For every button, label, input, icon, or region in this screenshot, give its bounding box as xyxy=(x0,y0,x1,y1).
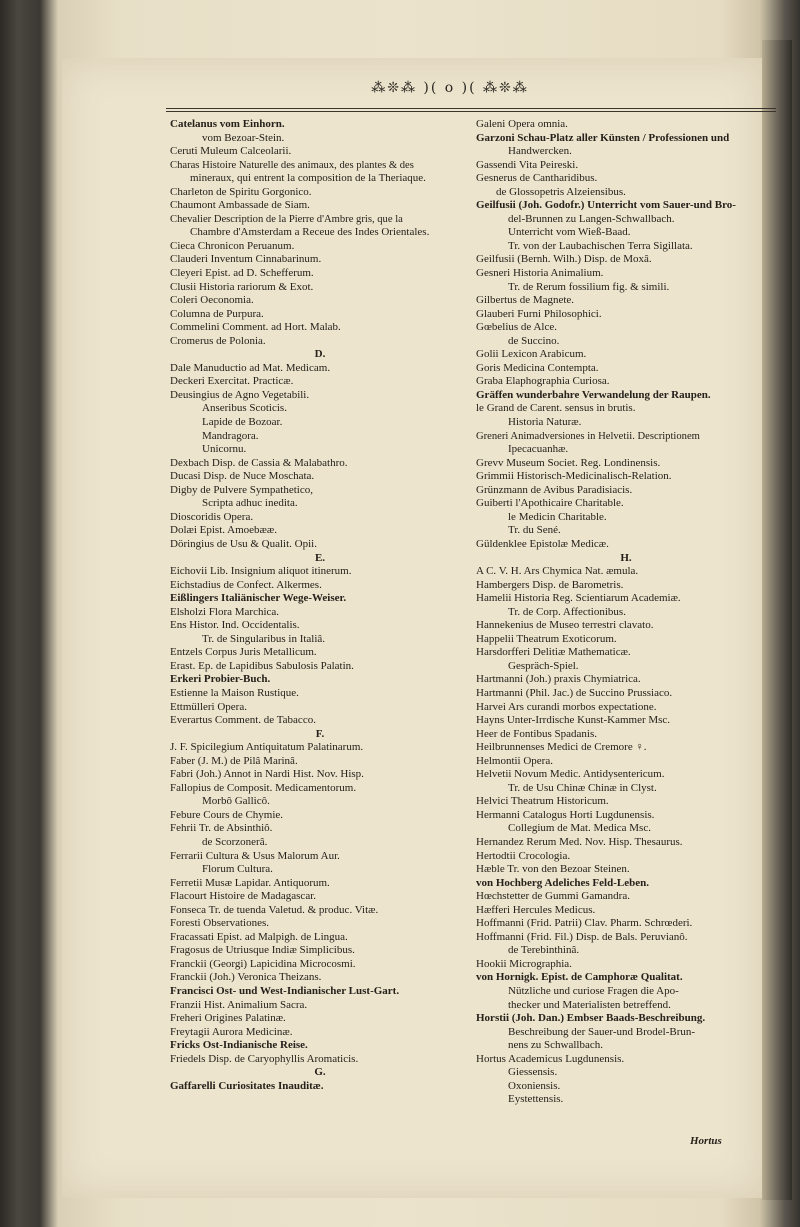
catalog-entry: Friedels Disp. de Caryophyllis Aromaticis. xyxy=(170,1052,359,1065)
catalog-entry: Dioscoridis Opera. xyxy=(170,510,254,523)
catalog-entry: Handwercken. xyxy=(508,145,572,158)
catalog-entry: Ettmülleri Opera. xyxy=(170,700,247,713)
catalog-entry: le Medicin Charitable. xyxy=(508,510,607,523)
header-rule-bottom xyxy=(166,111,776,112)
catalog-entry: Faber (J. M.) de Pilâ Marinâ. xyxy=(170,754,298,767)
catalog-entry: Deckeri Exercitat. Practicæ. xyxy=(170,375,294,388)
catalog-entry: Happelii Theatrum Exoticorum. xyxy=(476,632,617,645)
catalog-entry: Fonseca Tr. de tuenda Valetud. & produc. Vitæ. xyxy=(170,903,379,916)
catalog-entry: Dexbach Disp. de Cassia & Malabathro. xyxy=(170,456,348,469)
catalog-entry: Febure Cours de Chymie. xyxy=(170,808,284,821)
catalog-entry: Fabri (Joh.) Annot in Nardi Hist. Nov. Hisp. xyxy=(170,768,364,781)
catalog-entry: de Scorzonerâ. xyxy=(202,835,268,848)
catalog-entry: Gœbelius de Alce. xyxy=(476,321,557,334)
catalog-entry: Flacourt Histoire de Madagascar. xyxy=(170,890,317,903)
catalog-entry: Collegium de Mat. Medica Msc. xyxy=(508,822,651,835)
catalog-entry: Unterricht vom Wieß-Baad. xyxy=(508,226,631,239)
section-letter: G. xyxy=(314,1066,326,1079)
catalog-entry: Tr. de Corp. Affectionibus. xyxy=(508,605,626,618)
catalog-entry: Deusingius de Agno Vegetabili. xyxy=(170,388,310,401)
catalog-entry: Ferretii Musæ Lapidar. Antiquorum. xyxy=(170,876,330,889)
catalog-entry: Garzoni Schau-Platz aller Künsten / Professionen und xyxy=(476,131,730,144)
catalog-entry: Tr. de Singularibus in Italiâ. xyxy=(202,632,326,645)
catalog-entry: Hannekenius de Museo terrestri clavato. xyxy=(476,619,654,632)
catalog-entry: Hamelii Historia Reg. Scientiarum Academiæ. xyxy=(476,592,681,605)
catalog-entry: Hayns Unter-Irrdische Kunst-Kammer Msc. xyxy=(476,714,671,727)
catalog-entry: Grevv Museum Societ. Reg. Londinensis. xyxy=(476,456,661,469)
catalog-entry: Glauberi Furni Philosophici. xyxy=(476,307,602,320)
catalog-entry: Hœchstetter de Gummi Gamandra. xyxy=(476,890,630,903)
catalog-entry: Hartmanni (Phil. Jac.) de Succino Prussiaco. xyxy=(476,686,673,699)
catalog-entry: Florum Cultura. xyxy=(202,863,273,876)
catalog-entry: Hartmanni (Joh.) praxis Chymiatrica. xyxy=(476,673,641,686)
left-column xyxy=(170,118,470,1093)
catalog-entry: Clusii Historia rariorum & Exot. xyxy=(170,280,314,293)
catalog-entry: le Grand de Carent. sensus in brutis. xyxy=(476,402,636,415)
catalog-entry: nens zu Schwallbach. xyxy=(508,1039,603,1052)
catalog-entry: vom Bezoar-Stein. xyxy=(202,131,285,144)
catalog-entry: Hookii Micrographia. xyxy=(476,957,572,970)
catalog-entry: Greneri Animadversiones in Helvetii. Descriptionem xyxy=(476,430,700,442)
catalog-entry: Unicornu. xyxy=(202,443,247,456)
catalog-entry: Fehrii Tr. de Absinthiô. xyxy=(170,822,273,835)
header-rule-top xyxy=(166,108,776,109)
section-letter: D. xyxy=(314,348,326,361)
catalog-entry: Everartus Comment. de Tabacco. xyxy=(170,714,316,727)
catalog-entry: Gräffen wunderbahre Verwandelung der Raupen. xyxy=(476,388,711,401)
catalog-entry: de Glossopetris Alzeiensibus. xyxy=(496,185,626,198)
catalog-entry: Franzii Hist. Animalium Sacra. xyxy=(170,998,308,1011)
catalog-entry: Goris Medicina Contempta. xyxy=(476,361,599,374)
catalog-entry: Digby de Pulvere Sympathetico, xyxy=(170,483,313,496)
catalog-entry: Graba Elaphographia Curiosa. xyxy=(476,375,610,388)
catalog-entry: Gassendi Vita Peireski. xyxy=(476,158,579,171)
catalog-entry: Helvetii Novum Medic. Antidysentericum. xyxy=(476,768,665,781)
catalog-entry: Freheri Origines Palatinæ. xyxy=(170,1012,286,1025)
catalog-entry: Giessensis. xyxy=(508,1066,558,1079)
catalog-entry: Horstii (Joh. Dan.) Embser Baads-Beschreibung. xyxy=(476,1012,706,1025)
catalog-entry: Harvei Ars curandi morbos expectatione. xyxy=(476,700,657,713)
catalog-entry: Ducasi Disp. de Nuce Moschata. xyxy=(170,470,315,483)
catalog-entry: Eichstadius de Confect. Alkermes. xyxy=(170,578,322,591)
catalog-entry: Eißlingers Italiänischer Wege-Weiser. xyxy=(170,592,347,605)
catalog-entry: Galeni Opera omnia. xyxy=(476,118,568,130)
catalog-entry: Cieca Chronicon Peruanum. xyxy=(170,239,295,252)
catalog-entry: Gespräch-Spiel. xyxy=(508,659,579,672)
catalog-entry: Heer de Fontibus Spadanis. xyxy=(476,727,597,740)
catalog-entry: Franckii (Georgi) Lapicidina Microcosmi. xyxy=(170,957,356,970)
catalog-entry: Ipecacuanhæ. xyxy=(508,443,569,456)
catalog-entry: Tr. de Rerum fossilium fig. & simili. xyxy=(508,280,670,293)
catalog-entry: Lapide de Bozoar. xyxy=(202,416,283,429)
catalog-entry: Freytagii Aurora Medicinæ. xyxy=(170,1025,293,1038)
catalog-entry: Güldenklee Epistolæ Medicæ. xyxy=(476,537,609,550)
catalog-entry: Catelanus vom Einhorn. xyxy=(170,118,285,130)
catalog-entry: Heilbrunnenses Medici de Cremore ♀. xyxy=(476,741,647,754)
catalog-entry: Fallopius de Composit. Medicamentorum. xyxy=(170,781,357,794)
catalog-entry: Fricks Ost-Indianische Reise. xyxy=(170,1039,308,1052)
catalog-entry: Chaumont Ambassade de Siam. xyxy=(170,199,310,212)
catalog-entry: Ferrarii Cultura & Usus Malorum Aur. xyxy=(170,849,340,862)
catalog-entry: Charleton de Spiritu Gorgonico. xyxy=(170,185,312,198)
catalog-entry: Beschreibung der Sauer-und Brodel-Brun- xyxy=(508,1025,696,1038)
catalog-entry: Charas Histoire Naturelle des animaux, des plantes & des xyxy=(170,159,414,171)
catalog-entry: Gesneri Historia Animalium. xyxy=(476,267,604,280)
catalog-entry: J. F. Spicilegium Antiquitatum Palatinarum. xyxy=(170,741,364,754)
catalog-entry: Hortus Academicus Lugdunensis. xyxy=(476,1052,625,1065)
catalog-entry: Elsholzi Flora Marchica. xyxy=(170,605,280,618)
catalog-entry: Clauderi Inventum Cinnabarinum. xyxy=(170,253,322,266)
catalog-entry: Estienne la Maison Rustique. xyxy=(170,686,299,699)
catalog-entry: Gaffarelli Curiositates Inauditæ. xyxy=(170,1079,324,1092)
section-letter: F. xyxy=(315,727,325,740)
catalog-entry: Geilfusii (Bernh. Wilh.) Disp. de Moxâ. xyxy=(476,253,652,266)
catalog-entry: Scripta adhuc inedita. xyxy=(202,497,298,510)
catalog-entry: thecker und Materialisten betreffend. xyxy=(508,998,671,1011)
catalog-entry: Franckii (Joh.) Veronica Theizans. xyxy=(170,971,322,984)
catalog-entry: Dale Manuductio ad Mat. Medicam. xyxy=(170,361,331,374)
catalog-entry: Hertodtii Crocologia. xyxy=(476,849,571,862)
catalog-entry: Erkeri Probier-Buch. xyxy=(170,673,271,686)
catalog-entry: Eystettensis. xyxy=(508,1093,564,1106)
catalog-entry: Morbô Gallicô. xyxy=(202,795,270,808)
catalog-entry: Döringius de Usu & Qualit. Opii. xyxy=(170,537,317,550)
catalog-entry: Mandragora. xyxy=(202,429,259,442)
catalog-entry: Helvici Theatrum Historicum. xyxy=(476,795,609,808)
catalog-entry: de Terebinthinâ. xyxy=(508,944,580,957)
catalog-entry: A C. V. H. Ars Chymica Nat. æmula. xyxy=(476,565,639,578)
catalog-entry: Guiberti l'Apothicaire Charitable. xyxy=(476,497,624,510)
catalog-entry: Anseribus Scoticis. xyxy=(202,402,287,415)
catalog-entry: Chevalier Description de la Pierre d'Ambre gris, que la xyxy=(170,213,403,225)
catalog-entry: Grimmii Historisch-Medicinalisch-Relation. xyxy=(476,470,672,483)
catalog-entry: Tr. de Usu Chinæ Chinæ in Clyst. xyxy=(508,781,657,794)
catalog-entry: Oxoniensis. xyxy=(508,1079,561,1092)
catalog-entry: von Hochberg Adeliches Feld-Leben. xyxy=(476,876,649,889)
catalog-entry: del-Brunnen zu Langen-Schwallbach. xyxy=(508,212,675,225)
catalog-entry: Golii Lexicon Arabicum. xyxy=(476,348,587,361)
catalog-entry: Harsdorfferi Delitiæ Mathematicæ. xyxy=(476,646,631,659)
catalog-entry: de Succino. xyxy=(508,334,560,347)
catalog-entry: Gilbertus de Magnete. xyxy=(476,294,575,307)
catalog-entry: Columna de Purpura. xyxy=(170,307,264,320)
catalog-entry: Cromerus de Polonia. xyxy=(170,334,266,347)
catalog-entry: Tr. du Sené. xyxy=(508,524,561,537)
header-ornament: ⁂❊⁂ )( o )( ⁂❊⁂ xyxy=(371,80,529,96)
catalog-entry: Cleyeri Epist. ad D. Schefferum. xyxy=(170,267,314,280)
catalog-entry: Coleri Oeconomia. xyxy=(170,294,254,307)
catalog-entry: Hoffmanni (Frid. Patrii) Clav. Pharm. Schrœderi. xyxy=(476,917,693,930)
catalog-entry: Eichovii Lib. Insignium aliquot itinerum. xyxy=(170,565,352,578)
catalog-entry: Nützliche und curiose Fragen die Apo- xyxy=(508,985,679,997)
catalog-entry: Hernandez Rerum Med. Nov. Hisp. Thesaurus. xyxy=(476,835,683,848)
catalog-entry: Hoffmanni (Frid. Fil.) Disp. de Bals. Peruvianô. xyxy=(476,930,688,943)
catalog-entry: Geilfusii (Joh. Godofr.) Unterricht vom Sauer-und Bro- xyxy=(476,199,736,212)
catalog-entry: Entzels Corpus Juris Metallicum. xyxy=(170,646,317,659)
catalog-entry: Helmontii Opera. xyxy=(476,754,553,767)
catalog-entry: mineraux, qui entrent la composition de la Theriaque. xyxy=(190,172,426,185)
catalog-entry: Dolæi Epist. Amoebææ. xyxy=(170,524,277,537)
catalog-entry: Chambre d'Amsterdam a Receue des Indes Orientales. xyxy=(190,226,430,239)
catalog-entry: Gesnerus de Cantharidibus. xyxy=(476,172,598,185)
section-letter: E. xyxy=(314,551,326,564)
catalog-entry: Erast. Ep. de Lapidibus Sabulosis Palatin. xyxy=(170,659,354,672)
catalog-entry: Ens Histor. Ind. Occidentalis. xyxy=(170,619,300,632)
catalog-entry: Hambergers Disp. de Barometris. xyxy=(476,578,624,591)
catalog-entry: Fracassati Epist. ad Malpigh. de Lingua. xyxy=(170,930,348,943)
catchword: Hortus xyxy=(690,1135,722,1147)
catalog-entry: Tr. von der Laubachischen Terra Sigillata. xyxy=(508,239,693,252)
catalog-entry: Fragosus de Utriusque Indiæ Simplicibus. xyxy=(170,944,355,957)
catalog-entry: Ceruti Muleum Calceolarii. xyxy=(170,145,292,158)
right-column xyxy=(476,118,776,1107)
catalog-entry: Hæble Tr. von den Bezoar Steinen. xyxy=(476,863,630,876)
catalog-entry: Francisci Ost- und West-Indianischer Lust-Gart. xyxy=(170,985,400,997)
catalog-entry: Foresti Observationes. xyxy=(170,917,269,930)
catalog-entry: Hæfferi Hercules Medicus. xyxy=(476,903,596,916)
catalog-entry: Hermanni Catalogus Horti Lugdunensis. xyxy=(476,808,655,821)
section-letter: H. xyxy=(620,551,632,564)
catalog-entry: Historia Naturæ. xyxy=(508,416,582,429)
catalog-entry: Commelini Comment. ad Hort. Malab. xyxy=(170,321,341,334)
catalog-entry: Grünzmann de Avibus Paradisiacis. xyxy=(476,483,633,496)
catalog-entry: von Hornigk. Epist. de Camphoræ Qualitat. xyxy=(476,971,683,984)
